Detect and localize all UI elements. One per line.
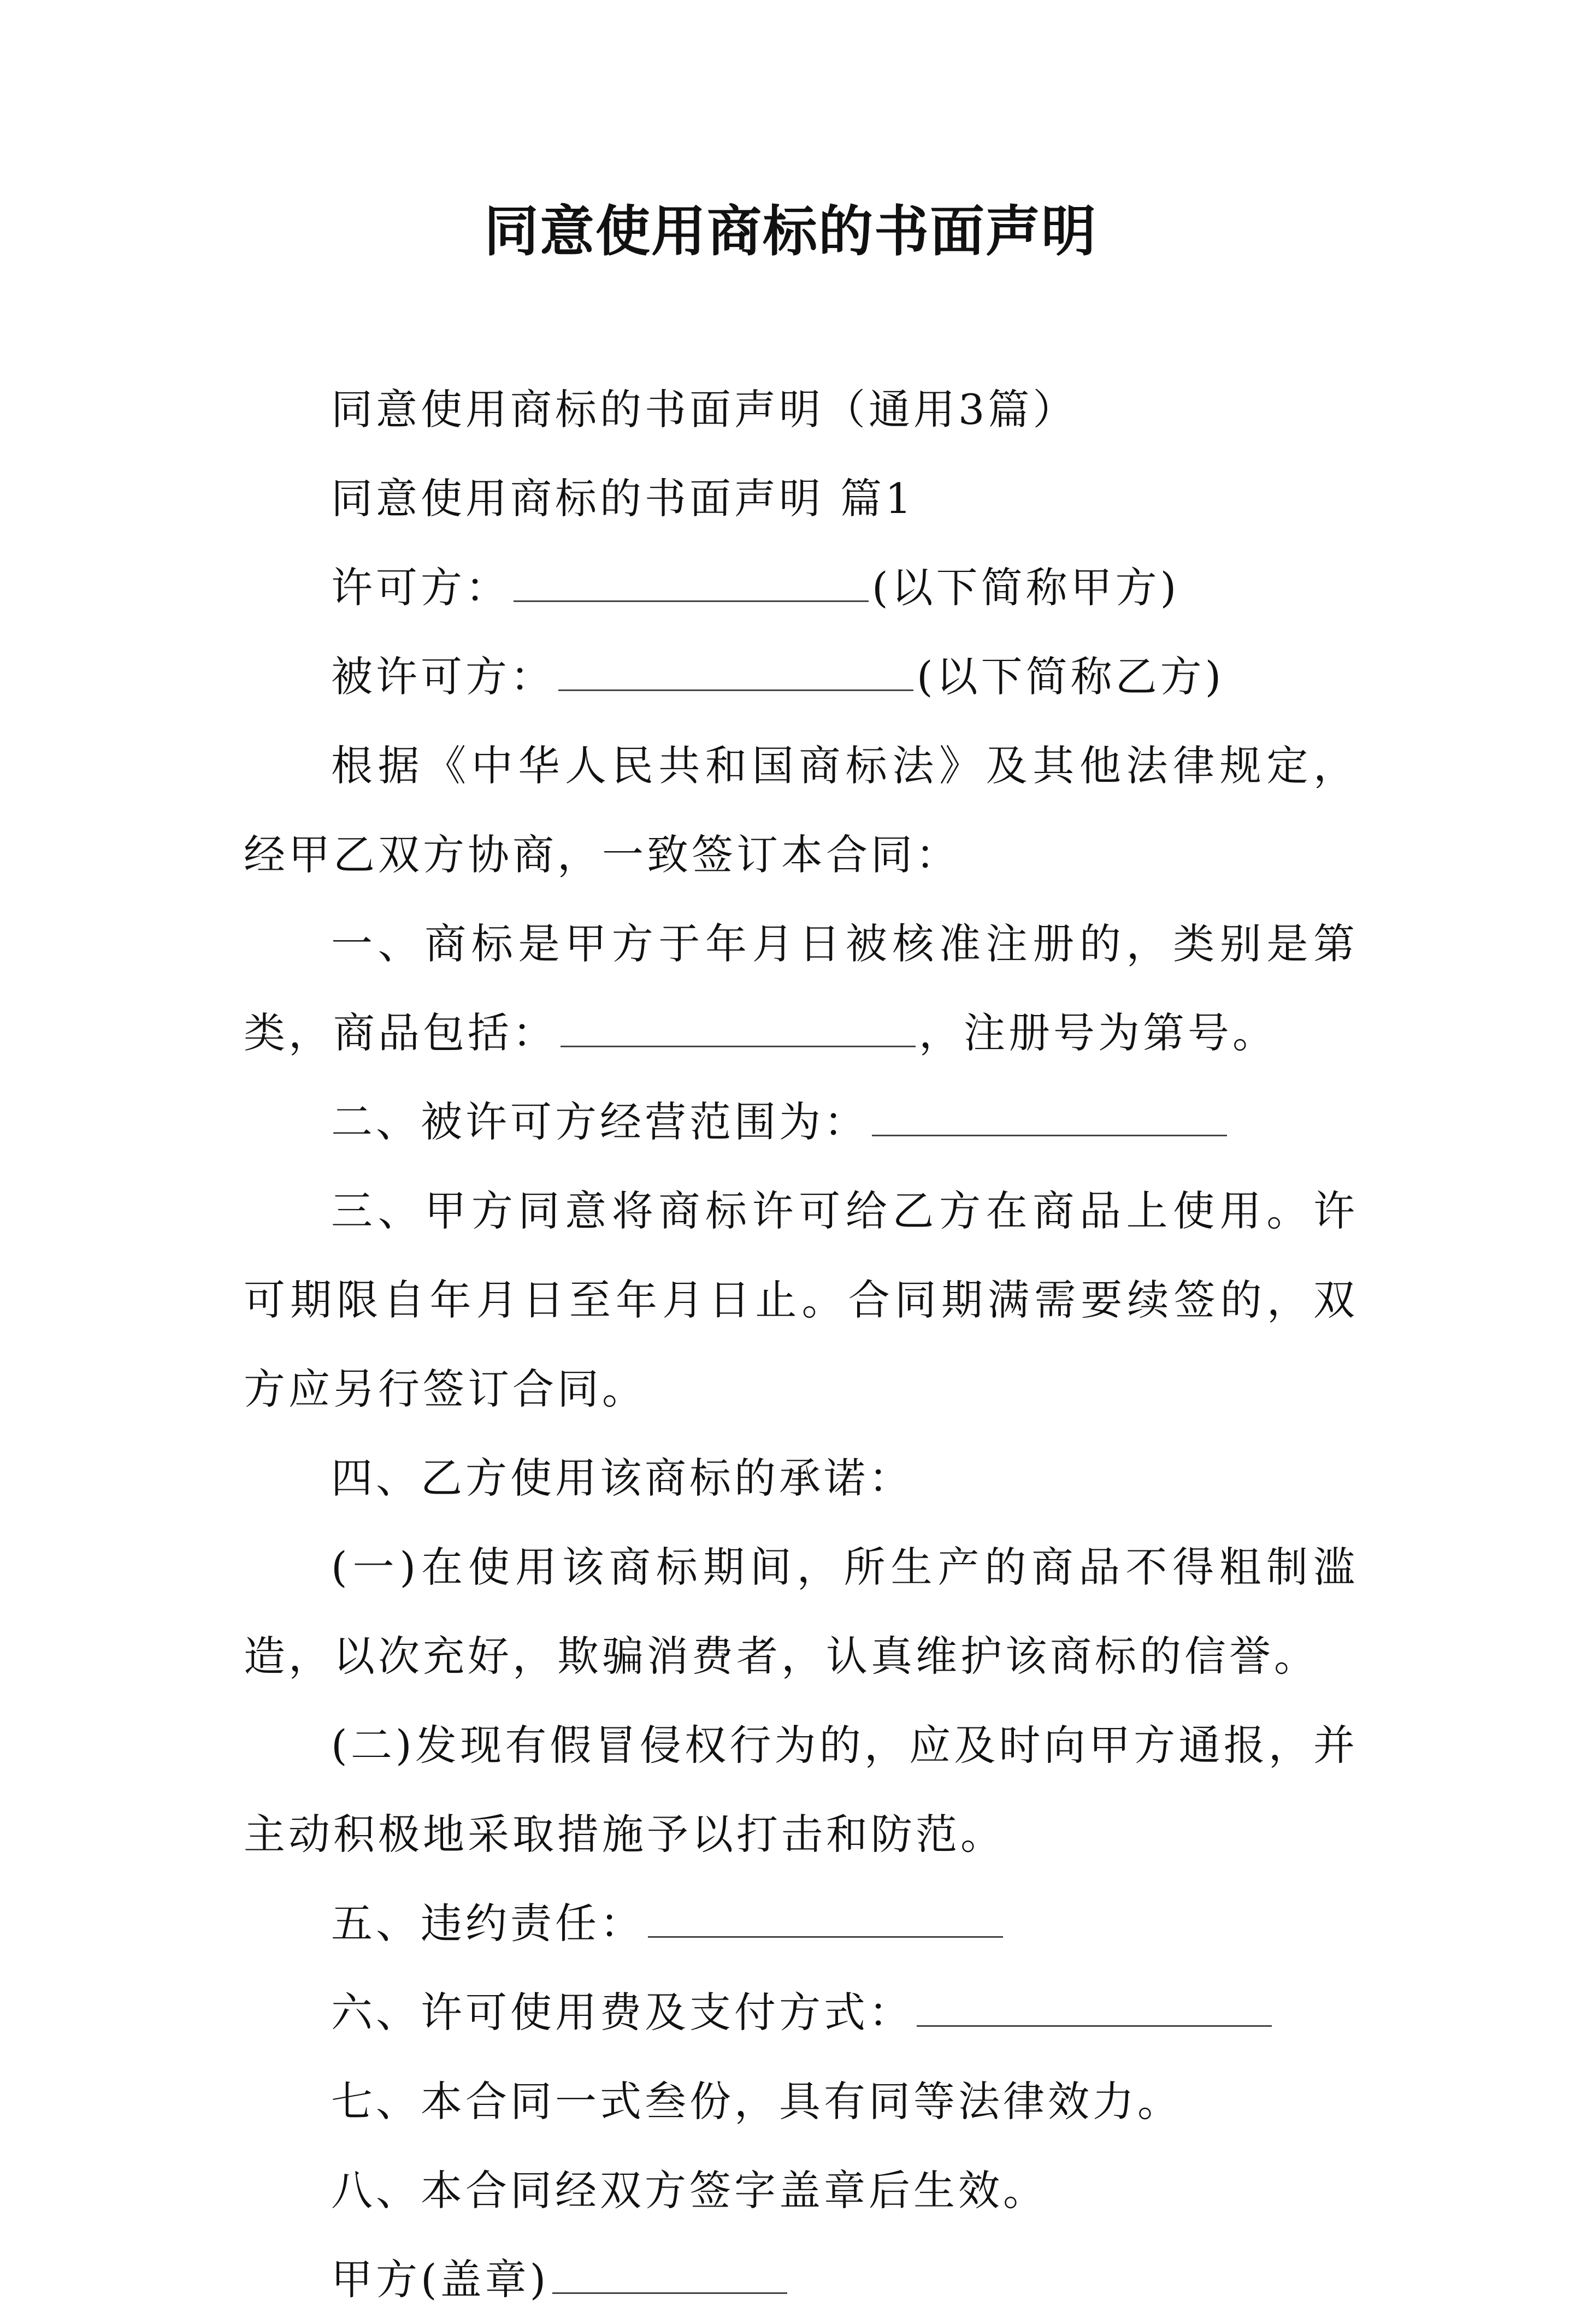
clause-3: 三、甲方同意将商标许可给乙方在商品上使用。许可期限自年月日至年月日止。合同期满需要续签的，双方应另行签订合同。 <box>244 1187 1358 1413</box>
clause-6 <box>244 1968 1358 2057</box>
clause-1 <box>244 899 1358 1077</box>
clause-4-1: (一)在使用该商标期间，所生产的商品不得粗制滥造，以次充好，欺骗消费者，认真维护该商标的信誉。 <box>244 1543 1358 1680</box>
clause-8: 八、本合同经双方签字盖章后生效。 <box>331 2166 1048 2215</box>
signature-blank <box>552 2257 787 2294</box>
clause-2-text: 二、被许可方经营范围为： <box>331 1098 869 1146</box>
licensee-line <box>244 632 1358 721</box>
licensor-line <box>244 543 1358 632</box>
fee-blank <box>917 1990 1272 2027</box>
licensor-blank <box>514 565 869 602</box>
signature-line <box>244 2235 1358 2324</box>
clause-1-suffix: ，注册号为第号。 <box>919 1008 1277 1057</box>
document-title: 同意使用商标的书面声明 <box>484 199 1097 263</box>
business-scope-blank <box>872 1100 1227 1136</box>
clause-4-2: (二)发现有假冒侵权行为的，应及时向甲方通报，并主动积极地采取措施予以打击和防范。 <box>244 1721 1358 1859</box>
clause-2 <box>244 1077 1358 1166</box>
intro-paragraph: 根据《中华人民共和国商标法》及其他法律规定，经甲乙双方协商，一致签订本合同： <box>244 741 1358 879</box>
document-body <box>244 365 1358 2324</box>
licensee-blank <box>558 654 913 691</box>
licensee-label: 被许可方： <box>331 652 555 701</box>
clause-1-text: 一、商标是甲方于年月日被核准注册的，类别是第类，商品包括： <box>244 919 1358 1057</box>
clause-5 <box>244 1879 1358 1968</box>
clause-7: 七、本合同一式叁份，具有同等法律效力。 <box>331 2077 1182 2126</box>
licensor-label: 许可方： <box>331 563 510 612</box>
clause-6-text: 六、许可使用费及支付方式： <box>331 1988 913 2037</box>
licensor-suffix: (以下简称甲方) <box>872 563 1180 612</box>
goods-blank <box>561 1011 916 1047</box>
clause-4: 四、乙方使用该商标的承诺： <box>331 1454 913 1502</box>
signature-label: 甲方(盖章) <box>331 2255 550 2304</box>
subtitle: 同意使用商标的书面声明（通用3篇） <box>331 385 1078 434</box>
licensee-suffix: (以下简称乙方) <box>917 652 1225 701</box>
liability-blank <box>648 1901 1003 1938</box>
clause-5-text: 五、违约责任： <box>331 1899 645 1948</box>
section-heading: 同意使用商标的书面声明 篇1 <box>331 474 915 523</box>
